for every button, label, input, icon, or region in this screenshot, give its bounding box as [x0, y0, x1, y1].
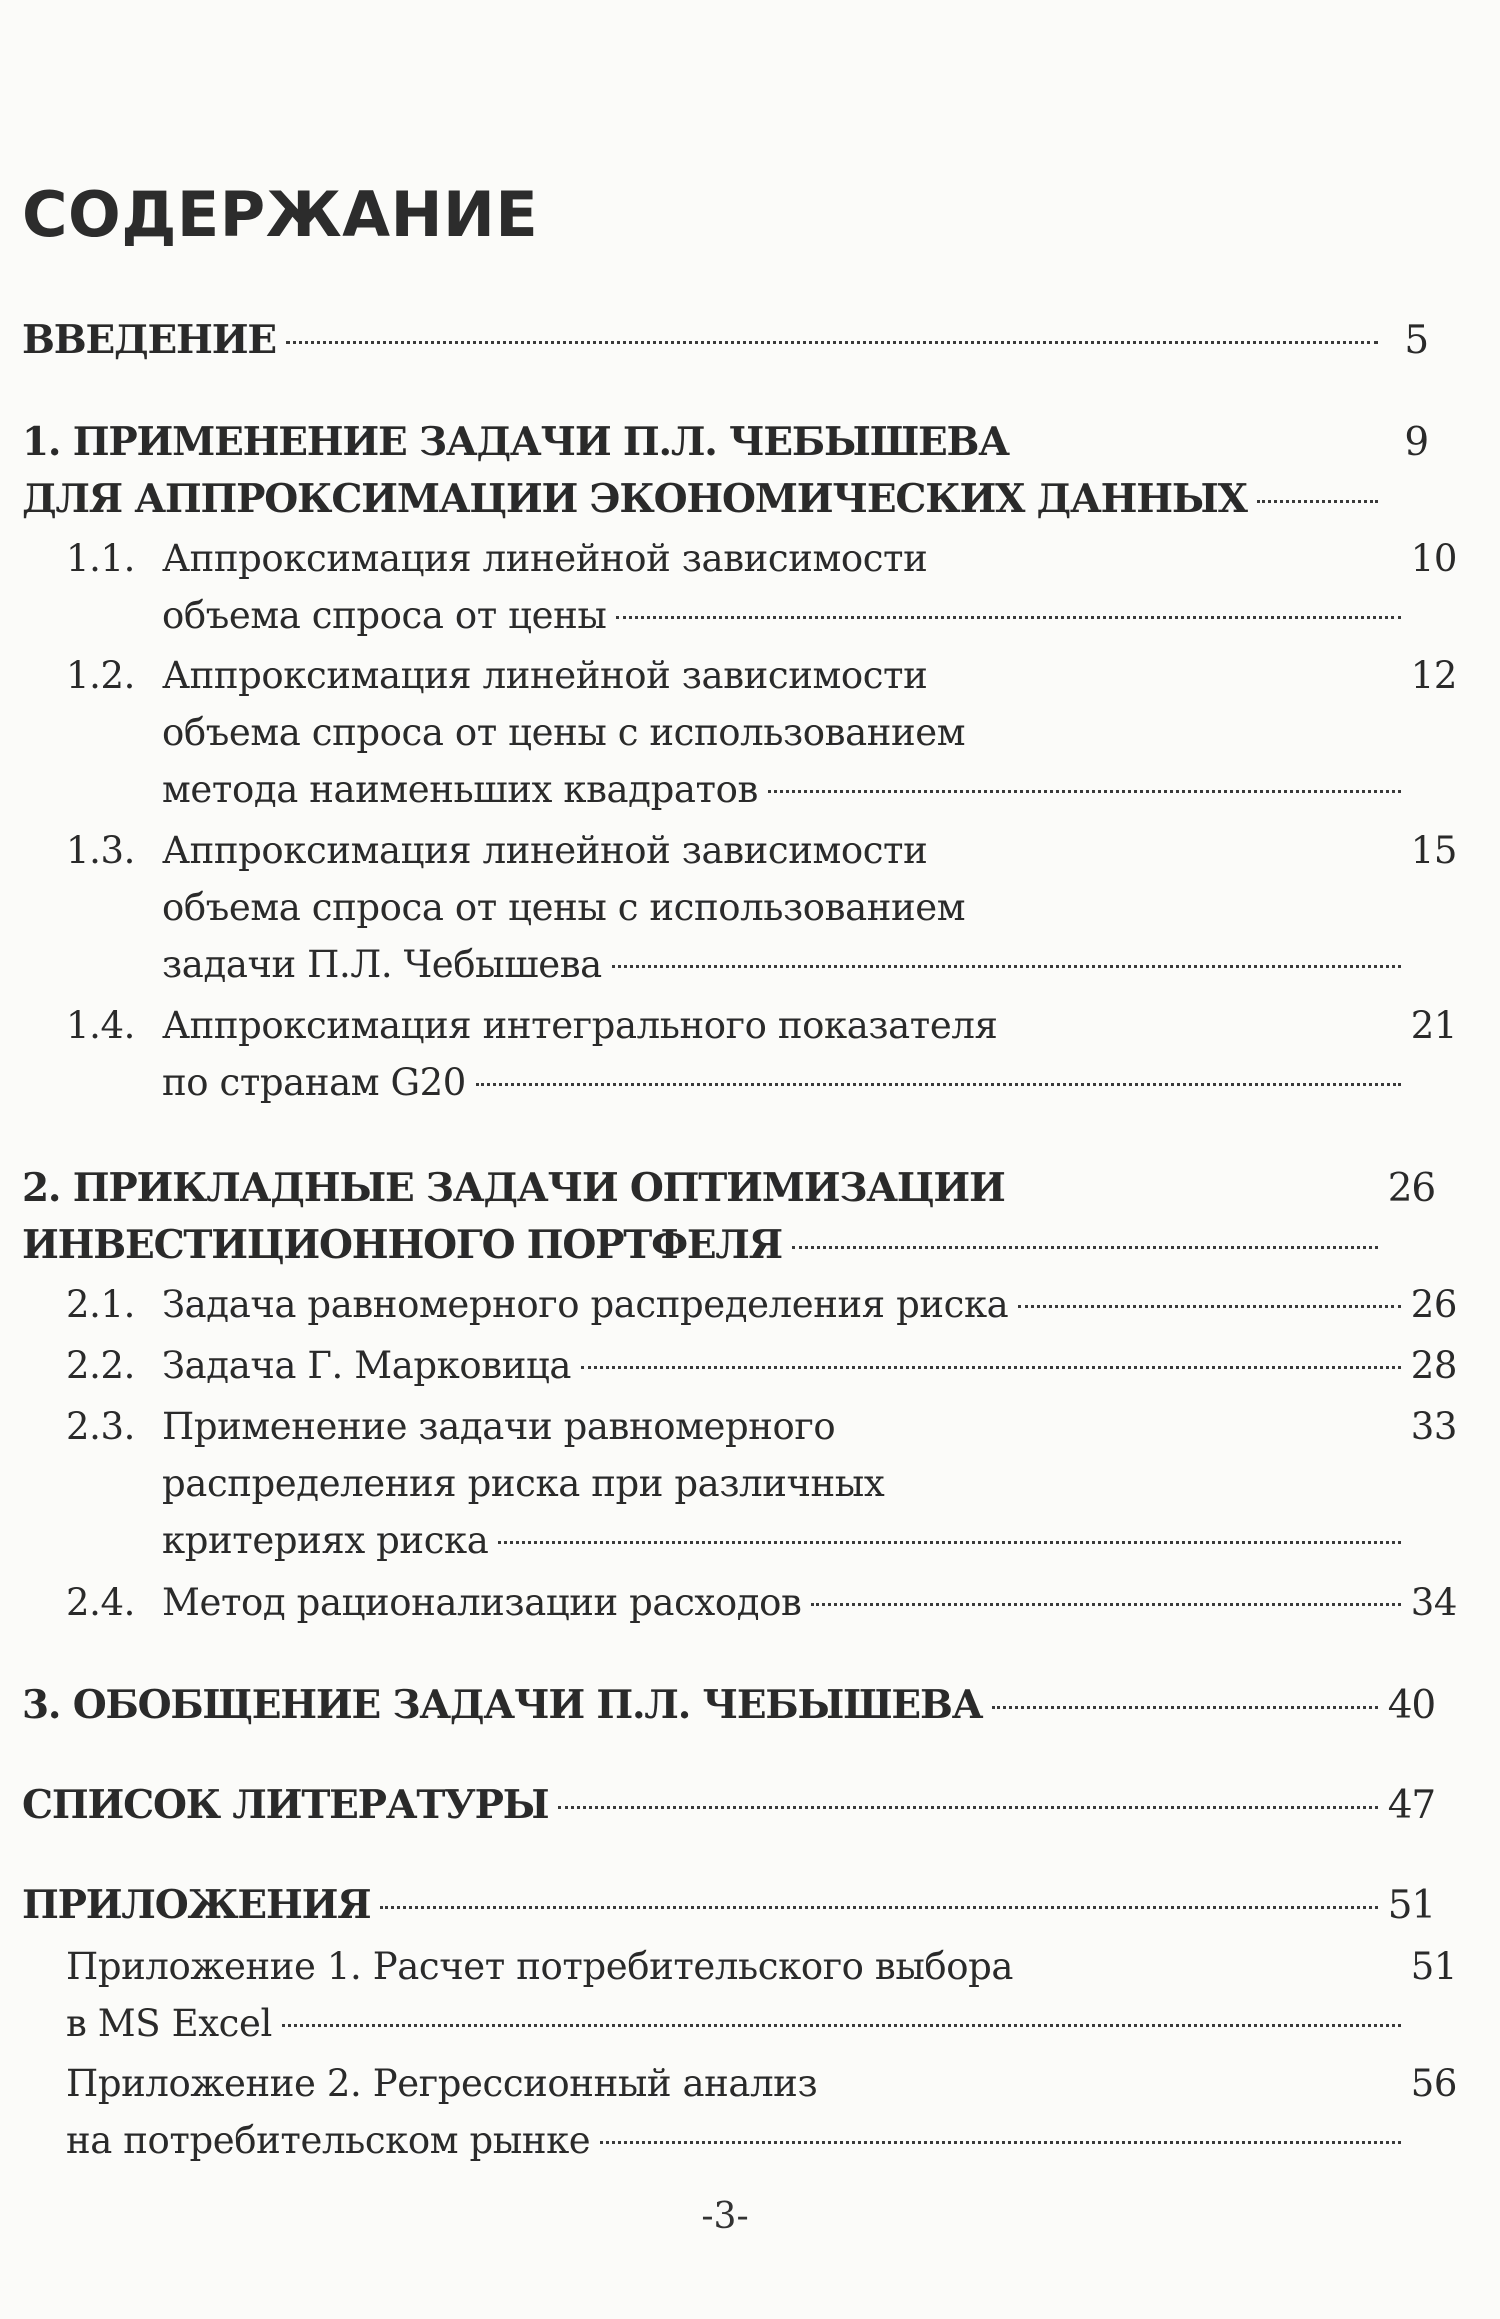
toc-entry-title: Задача Г. Марковица — [162, 1344, 572, 1387]
toc-entry-section-1-2[interactable] — [66, 647, 1457, 818]
page-title: СОДЕРЖАНИЕ — [22, 178, 539, 251]
dot-leader — [616, 616, 1400, 619]
toc-entry-title: Метод рационализации расходов — [162, 1581, 802, 1624]
toc-section-number: 1.1. — [66, 537, 136, 580]
toc-page-number: 51 — [1410, 1945, 1457, 1988]
toc-entry-title-line1: Аппроксимация линейной зависимости — [162, 654, 928, 697]
toc-entry-chapter-1[interactable] — [22, 414, 1428, 528]
toc-section-number: 2.2. — [66, 1344, 136, 1387]
toc-section-number: 2.4. — [66, 1581, 136, 1624]
dot-leader — [612, 965, 1401, 968]
toc-entry-title-line3: критериях риска — [162, 1519, 489, 1562]
dot-leader — [498, 1541, 1400, 1544]
toc-entry-introduction[interactable] — [22, 312, 1428, 369]
toc-entry-appendix-2[interactable] — [66, 2055, 1457, 2169]
toc-entry-appendix-1[interactable] — [66, 1938, 1457, 2052]
dot-leader — [600, 2141, 1400, 2144]
toc-section-number: 2.3. — [66, 1405, 136, 1448]
dot-leader — [581, 1366, 1401, 1369]
toc-entry-chapter-3[interactable] — [22, 1677, 1435, 1734]
toc-entry-title-line2: ИНВЕСТИЦИОННОГО ПОРТФЕЛЯ — [22, 1222, 782, 1268]
toc-page-number: 26 — [1410, 1283, 1457, 1326]
toc-entry-title-line1: Применение задачи равномерного — [162, 1405, 836, 1448]
toc-entry-title-line1: Приложение 2. Регрессионный анализ — [66, 2062, 818, 2105]
dot-leader — [811, 1603, 1400, 1606]
toc-page-number: 34 — [1410, 1581, 1457, 1624]
dot-leader — [792, 1246, 1378, 1249]
toc-entry-title-line2: на потребительском рынке — [66, 2119, 591, 2162]
toc-section-number: 1.4. — [66, 1004, 136, 1047]
dot-leader — [286, 341, 1378, 344]
toc-entry-title: ПРИЛОЖЕНИЯ — [22, 1882, 371, 1928]
toc-entry-chapter-2[interactable] — [22, 1160, 1435, 1274]
toc-entry-title-line1: Аппроксимация линейной зависимости — [162, 537, 928, 580]
toc-entry-title-line1: Аппроксимация линейной зависимости — [162, 829, 928, 872]
toc-entry-section-1-4[interactable] — [66, 997, 1457, 1111]
toc-section-number: 2.1. — [66, 1283, 136, 1326]
toc-entry-title-line3: задачи П.Л. Чебышева — [162, 943, 602, 986]
dot-leader — [380, 1906, 1377, 1909]
toc-entry-appendices[interactable] — [22, 1877, 1435, 1934]
toc-page-number: 51 — [1387, 1883, 1435, 1928]
toc-page-number: 5 — [1404, 318, 1428, 363]
toc-entry-section-1-1[interactable] — [66, 530, 1457, 644]
toc-entry-section-2-3[interactable] — [66, 1398, 1457, 1569]
dot-leader — [282, 2024, 1401, 2027]
toc-page-number: 12 — [1410, 654, 1457, 697]
toc-entry-title: 3. ОБОБЩЕНИЕ ЗАДАЧИ П.Л. ЧЕБЫШЕВА — [22, 1682, 983, 1728]
toc-entry-references[interactable] — [22, 1777, 1435, 1834]
toc-page-number: 26 — [1387, 1166, 1435, 1211]
toc-page-number: 10 — [1410, 537, 1457, 580]
toc-entry-section-1-3[interactable] — [66, 822, 1457, 993]
toc-entry-title-line1: Аппроксимация интегрального показателя — [162, 1004, 998, 1047]
dot-leader — [1018, 1305, 1400, 1308]
dot-leader — [1257, 500, 1378, 503]
toc-entry-title: СПИСОК ЛИТЕРАТУРЫ — [22, 1782, 549, 1828]
dot-leader — [558, 1806, 1377, 1809]
toc-entry-title-line2: распределения риска при различных — [162, 1462, 885, 1505]
book-page — [22, 0, 1457, 2319]
toc-entry-section-2-1[interactable] — [66, 1276, 1457, 1333]
toc-entry-title: Задача равномерного распределения риска — [162, 1283, 1009, 1326]
page-number: -3- — [701, 2196, 749, 2237]
dot-leader — [768, 790, 1401, 793]
toc-page-number: 21 — [1410, 1004, 1457, 1047]
dot-leader — [992, 1706, 1377, 1709]
toc-page-number: 15 — [1410, 829, 1457, 872]
toc-entry-title-line2: в MS Excel — [66, 2002, 272, 2045]
toc-entry-title-line1: Приложение 1. Расчет потребительского выбора — [66, 1945, 1014, 1988]
toc-entry-title-line2: по странам G20 — [162, 1061, 466, 1104]
toc-page-number: 33 — [1410, 1405, 1457, 1448]
toc-entry-title-line1: 2. ПРИКЛАДНЫЕ ЗАДАЧИ ОПТИМИЗАЦИИ — [22, 1165, 1005, 1211]
dot-leader — [476, 1083, 1401, 1086]
toc-entry-title-line2: объема спроса от цены с использованием — [162, 886, 966, 929]
toc-entry-title-line2: объема спроса от цены с использованием — [162, 711, 966, 754]
toc-entry-title-line1: 1. ПРИМЕНЕНИЕ ЗАДАЧИ П.Л. ЧЕБЫШЕВА — [22, 419, 1009, 465]
toc-page-number: 47 — [1387, 1783, 1435, 1828]
toc-page-number: 40 — [1387, 1683, 1435, 1728]
toc-page-number: 28 — [1410, 1344, 1457, 1387]
toc-entry-title-line2: объема спроса от цены — [162, 594, 607, 637]
toc-entry-title: ВВЕДЕНИЕ — [22, 317, 276, 363]
toc-entry-title-line2: ДЛЯ АППРОКСИМАЦИИ ЭКОНОМИЧЕСКИХ ДАННЫХ — [22, 476, 1247, 522]
toc-section-number: 1.2. — [66, 654, 136, 697]
toc-section-number: 1.3. — [66, 829, 136, 872]
toc-page-number: 56 — [1410, 2062, 1457, 2105]
toc-entry-section-2-2[interactable] — [66, 1337, 1457, 1394]
toc-entry-title-line3: метода наименьших квадратов — [162, 768, 758, 811]
toc-page-number: 9 — [1404, 420, 1428, 465]
toc-entry-section-2-4[interactable] — [66, 1574, 1457, 1631]
